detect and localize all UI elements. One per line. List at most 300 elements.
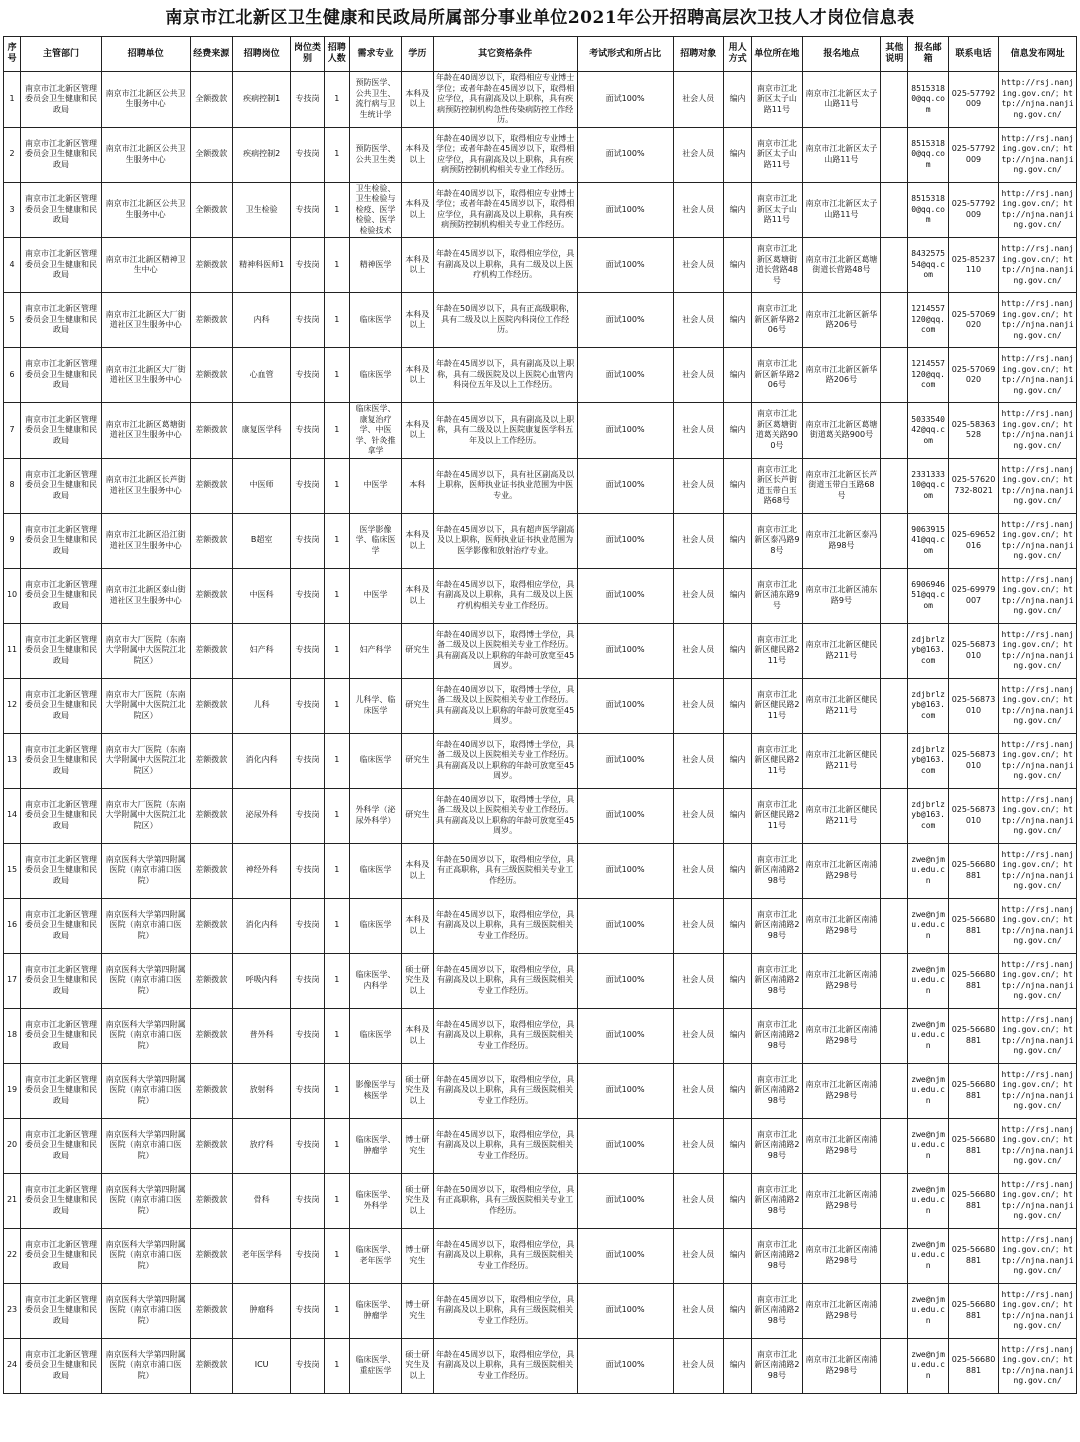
cell-funding: 差额拨款 bbox=[190, 1338, 232, 1393]
cell-employment: 编内 bbox=[723, 898, 751, 953]
table-row bbox=[4, 678, 1077, 733]
cell-phone: 025-56873010 bbox=[948, 623, 998, 678]
cell-category: 专技岗 bbox=[291, 1283, 324, 1338]
cell-dept: 南京市江北新区管理委员会卫生健康和民政局 bbox=[21, 1008, 102, 1063]
cell-employment: 编内 bbox=[723, 678, 751, 733]
cell-major: 中医学 bbox=[349, 458, 401, 513]
cell-category: 专技岗 bbox=[291, 458, 324, 513]
cell-education: 本科及以上 bbox=[402, 568, 433, 623]
cell-conditions: 年龄在45周岁以下，取得相应学位，具有副高及以上职称，具有三级医院相关专业工作经历。 bbox=[433, 1228, 577, 1283]
cell-target: 社会人员 bbox=[673, 788, 723, 843]
cell-exam: 面试100% bbox=[577, 458, 673, 513]
cell-email: zdjbrlzyb@163.com bbox=[908, 678, 948, 733]
cell-post: 儿科 bbox=[232, 678, 290, 733]
cell-dept: 南京市江北新区管理委员会卫生健康和民政局 bbox=[21, 1228, 102, 1283]
cell-funding: 差额拨款 bbox=[190, 1063, 232, 1118]
cell-major: 儿科学、临床医学 bbox=[349, 678, 401, 733]
cell-major: 临床医学、肿瘤学 bbox=[349, 1118, 401, 1173]
cell-count: 1 bbox=[324, 788, 349, 843]
cell-location: 南京市江北新区南浦路298号 bbox=[752, 1008, 802, 1063]
cell-count: 1 bbox=[324, 1173, 349, 1228]
cell-funding: 差额拨款 bbox=[190, 898, 232, 953]
cell-post: 康复医学科 bbox=[232, 403, 290, 459]
cell-unit: 南京市江北新区葛塘街道社区卫生服务中心 bbox=[101, 403, 190, 459]
cell-dept: 南京市江北新区管理委员会卫生健康和民政局 bbox=[21, 568, 102, 623]
cell-email: 690694651@qq.com bbox=[908, 568, 948, 623]
cell-funding: 差额拨款 bbox=[190, 623, 232, 678]
cell-major: 临床医学 bbox=[349, 1008, 401, 1063]
cell-exam: 面试100% bbox=[577, 293, 673, 348]
cell-reg-place: 南京市江北新区南浦路298号 bbox=[802, 898, 881, 953]
cell-count: 1 bbox=[324, 843, 349, 898]
cell-count: 1 bbox=[324, 1118, 349, 1173]
cell-target: 社会人员 bbox=[673, 182, 723, 238]
cell-major: 临床医学、外科学 bbox=[349, 1173, 401, 1228]
cell-funding: 全额拨款 bbox=[190, 72, 232, 128]
cell-reg-place: 南京市江北新区浦东路9号 bbox=[802, 568, 881, 623]
cell-url: http://rsj.nanjing.gov.cn/；http://njna.nanjing.gov.cn/ bbox=[999, 898, 1077, 953]
cell-email: zwe@njmu.edu.cn bbox=[908, 843, 948, 898]
cell-note bbox=[881, 348, 908, 403]
cell-category: 专技岗 bbox=[291, 678, 324, 733]
cell-note bbox=[881, 293, 908, 348]
cell-conditions: 年龄在40周岁以下，取得相应专业博士学位；或者年龄在45周岁以下，取得相应学位，具有副高及以上职称，具有疾病预防控制机构相关专业工作经历。 bbox=[433, 127, 577, 182]
cell-dept: 南京市江北新区管理委员会卫生健康和民政局 bbox=[21, 293, 102, 348]
cell-unit: 南京市大厂医院（东南大学附属中大医院江北院区） bbox=[101, 623, 190, 678]
cell-category: 专技岗 bbox=[291, 623, 324, 678]
cell-count: 1 bbox=[324, 568, 349, 623]
cell-target: 社会人员 bbox=[673, 458, 723, 513]
cell-category: 专技岗 bbox=[291, 953, 324, 1008]
cell-email: zwe@njmu.edu.cn bbox=[908, 1118, 948, 1173]
cell-location: 南京市江北新区太子山路11号 bbox=[752, 72, 802, 128]
table-body bbox=[4, 72, 1077, 1394]
cell-dept: 南京市江北新区管理委员会卫生健康和民政局 bbox=[21, 238, 102, 293]
cell-unit: 南京市江北新区公共卫生服务中心 bbox=[101, 72, 190, 128]
cell-note bbox=[881, 1063, 908, 1118]
cell-funding: 差额拨款 bbox=[190, 733, 232, 788]
cell-target: 社会人员 bbox=[673, 348, 723, 403]
cell-dept: 南京市江北新区管理委员会卫生健康和民政局 bbox=[21, 623, 102, 678]
cell-exam: 面试100% bbox=[577, 733, 673, 788]
cell-education: 硕士研究生及以上 bbox=[402, 1173, 433, 1228]
cell-unit: 南京医科大学第四附属医院（南京市浦口医院） bbox=[101, 953, 190, 1008]
cell-post: 中医师 bbox=[232, 458, 290, 513]
cell-education: 本科及以上 bbox=[402, 403, 433, 459]
row-number: 23 bbox=[4, 1283, 21, 1338]
cell-location: 南京市江北新区健民路211号 bbox=[752, 733, 802, 788]
cell-count: 1 bbox=[324, 348, 349, 403]
table-row bbox=[4, 1063, 1077, 1118]
cell-target: 社会人员 bbox=[673, 953, 723, 1008]
cell-count: 1 bbox=[324, 1228, 349, 1283]
cell-count: 1 bbox=[324, 1008, 349, 1063]
cell-target: 社会人员 bbox=[673, 1173, 723, 1228]
cell-phone: 025-56680881 bbox=[948, 953, 998, 1008]
cell-dept: 南京市江北新区管理委员会卫生健康和民政局 bbox=[21, 898, 102, 953]
cell-conditions: 年龄在40周岁以下，取得博士学位，具备二级及以上医院相关专业工作经历。具有副高及以上职称的年龄可放宽至45周岁。 bbox=[433, 623, 577, 678]
cell-target: 社会人员 bbox=[673, 898, 723, 953]
cell-reg-place: 南京市江北新区太子山路11号 bbox=[802, 127, 881, 182]
cell-post: 普外科 bbox=[232, 1008, 290, 1063]
cell-funding: 差额拨款 bbox=[190, 458, 232, 513]
cell-phone: 025-56680881 bbox=[948, 1338, 998, 1393]
table-row bbox=[4, 1008, 1077, 1063]
cell-reg-place: 南京市江北新区南浦路298号 bbox=[802, 1063, 881, 1118]
cell-url: http://rsj.nanjing.gov.cn/；http://njna.nanjing.gov.cn/ bbox=[999, 72, 1077, 128]
cell-exam: 面试100% bbox=[577, 72, 673, 128]
cell-funding: 差额拨款 bbox=[190, 348, 232, 403]
cell-category: 专技岗 bbox=[291, 1173, 324, 1228]
cell-major: 临床医学、重症医学 bbox=[349, 1338, 401, 1393]
cell-location: 南京市江北新区南浦路298号 bbox=[752, 1228, 802, 1283]
cell-education: 研究生 bbox=[402, 678, 433, 733]
cell-email: 1214557120@qq.com bbox=[908, 293, 948, 348]
cell-count: 1 bbox=[324, 238, 349, 293]
cell-funding: 差额拨款 bbox=[190, 1008, 232, 1063]
cell-dept: 南京市江北新区管理委员会卫生健康和民政局 bbox=[21, 1173, 102, 1228]
cell-exam: 面试100% bbox=[577, 127, 673, 182]
cell-category: 专技岗 bbox=[291, 403, 324, 459]
header-cell: 其它资格条件 bbox=[433, 37, 577, 72]
row-number: 5 bbox=[4, 293, 21, 348]
cell-url: http://rsj.nanjing.gov.cn/；http://njna.nanjing.gov.cn/ bbox=[999, 623, 1077, 678]
cell-major: 精神医学 bbox=[349, 238, 401, 293]
cell-dept: 南京市江北新区管理委员会卫生健康和民政局 bbox=[21, 1063, 102, 1118]
cell-category: 专技岗 bbox=[291, 1338, 324, 1393]
cell-target: 社会人员 bbox=[673, 568, 723, 623]
cell-category: 专技岗 bbox=[291, 127, 324, 182]
cell-dept: 南京市江北新区管理委员会卫生健康和民政局 bbox=[21, 513, 102, 568]
cell-url: http://rsj.nanjing.gov.cn/；http://njna.nanjing.gov.cn/ bbox=[999, 733, 1077, 788]
cell-dept: 南京市江北新区管理委员会卫生健康和民政局 bbox=[21, 127, 102, 182]
cell-reg-place: 南京市江北新区新华路206号 bbox=[802, 293, 881, 348]
table-row bbox=[4, 293, 1077, 348]
cell-url: http://rsj.nanjing.gov.cn/；http://njna.nanjing.gov.cn/ bbox=[999, 293, 1077, 348]
cell-unit: 南京市江北新区泰山街道社区卫生服务中心 bbox=[101, 568, 190, 623]
cell-education: 博士研究生 bbox=[402, 1283, 433, 1338]
cell-post: 精神科医师1 bbox=[232, 238, 290, 293]
cell-major: 临床医学、康复治疗学、中医学、针灸推拿学 bbox=[349, 403, 401, 459]
cell-conditions: 年龄在45周岁以下，具有副高及以上职称，具有二级医院及以上医院心血管内科岗位五年及以上工作经历。 bbox=[433, 348, 577, 403]
cell-exam: 面试100% bbox=[577, 348, 673, 403]
cell-employment: 编内 bbox=[723, 1228, 751, 1283]
cell-target: 社会人员 bbox=[673, 513, 723, 568]
table-row bbox=[4, 238, 1077, 293]
table-row bbox=[4, 458, 1077, 513]
cell-conditions: 年龄在45周岁以下，取得相应学位，具有副高及以上职称，具有二级及以上医疗机构工作经历。 bbox=[433, 238, 577, 293]
table-row bbox=[4, 513, 1077, 568]
cell-conditions: 年龄在45周岁以下，取得相应学位，具有副高及以上职称，具有二级及以上医疗机构相关专业工作经历。 bbox=[433, 568, 577, 623]
cell-email: zdjbrlzyb@163.com bbox=[908, 788, 948, 843]
cell-unit: 南京医科大学第四附属医院（南京市浦口医院） bbox=[101, 1338, 190, 1393]
header-cell: 学历 bbox=[402, 37, 433, 72]
cell-major: 影像医学与核医学 bbox=[349, 1063, 401, 1118]
cell-location: 南京市江北新区南浦路298号 bbox=[752, 953, 802, 1008]
cell-dept: 南京市江北新区管理委员会卫生健康和民政局 bbox=[21, 1338, 102, 1393]
cell-url: http://rsj.nanjing.gov.cn/；http://njna.nanjing.gov.cn/ bbox=[999, 1118, 1077, 1173]
cell-post: 放疗科 bbox=[232, 1118, 290, 1173]
cell-exam: 面试100% bbox=[577, 238, 673, 293]
table-row bbox=[4, 403, 1077, 459]
cell-unit: 南京市江北新区公共卫生服务中心 bbox=[101, 127, 190, 182]
cell-phone: 025-56873010 bbox=[948, 733, 998, 788]
cell-url: http://rsj.nanjing.gov.cn/；http://njna.nanjing.gov.cn/ bbox=[999, 1173, 1077, 1228]
cell-education: 本科及以上 bbox=[402, 238, 433, 293]
cell-location: 南京市江北新区南浦路298号 bbox=[752, 898, 802, 953]
cell-location: 南京市江北新区健民路211号 bbox=[752, 788, 802, 843]
cell-count: 1 bbox=[324, 1063, 349, 1118]
cell-note bbox=[881, 733, 908, 788]
cell-phone: 025-57792009 bbox=[948, 72, 998, 128]
cell-location: 南京市江北新区太子山路11号 bbox=[752, 127, 802, 182]
cell-category: 专技岗 bbox=[291, 1063, 324, 1118]
cell-conditions: 年龄在40周岁以下，取得相应专业博士学位；或者年龄在45周岁以下，取得相应学位，具有副高及以上职称，具有疾病预防控制机构急性传染病防控工作经历。 bbox=[433, 72, 577, 128]
cell-unit: 南京医科大学第四附属医院（南京市浦口医院） bbox=[101, 1228, 190, 1283]
cell-exam: 面试100% bbox=[577, 623, 673, 678]
cell-reg-place: 南京市江北新区健民路211号 bbox=[802, 733, 881, 788]
cell-education: 硕士研究生及以上 bbox=[402, 1338, 433, 1393]
cell-conditions: 年龄在45周岁以下，具有超声医学副高及以上职称，医师执业证书执业范围为医学影像和放射治疗专业。 bbox=[433, 513, 577, 568]
cell-dept: 南京市江北新区管理委员会卫生健康和民政局 bbox=[21, 953, 102, 1008]
cell-post: 放射科 bbox=[232, 1063, 290, 1118]
row-number: 2 bbox=[4, 127, 21, 182]
cell-education: 本科及以上 bbox=[402, 348, 433, 403]
cell-email: zdjbrlzyb@163.com bbox=[908, 623, 948, 678]
cell-conditions: 年龄在45周岁以下，具有社区副高及以上职称，医师执业证书执业范围为中医专业。 bbox=[433, 458, 577, 513]
cell-exam: 面试100% bbox=[577, 953, 673, 1008]
cell-category: 专技岗 bbox=[291, 238, 324, 293]
cell-url: http://rsj.nanjing.gov.cn/；http://njna.nanjing.gov.cn/ bbox=[999, 348, 1077, 403]
cell-target: 社会人员 bbox=[673, 623, 723, 678]
table-row bbox=[4, 843, 1077, 898]
cell-note bbox=[881, 238, 908, 293]
cell-exam: 面试100% bbox=[577, 898, 673, 953]
table-row bbox=[4, 1228, 1077, 1283]
cell-location: 南京市江北新区南浦路298号 bbox=[752, 1283, 802, 1338]
cell-employment: 编内 bbox=[723, 1338, 751, 1393]
cell-dept: 南京市江北新区管理委员会卫生健康和民政局 bbox=[21, 72, 102, 128]
cell-dept: 南京市江北新区管理委员会卫生健康和民政局 bbox=[21, 843, 102, 898]
header-cell: 招聘人数 bbox=[324, 37, 349, 72]
cell-phone: 025-57620732-8021 bbox=[948, 458, 998, 513]
cell-education: 研究生 bbox=[402, 733, 433, 788]
cell-note bbox=[881, 127, 908, 182]
cell-education: 博士研究生 bbox=[402, 1118, 433, 1173]
cell-category: 专技岗 bbox=[291, 513, 324, 568]
cell-email: 85153180@qq.com bbox=[908, 127, 948, 182]
cell-employment: 编内 bbox=[723, 843, 751, 898]
row-number: 13 bbox=[4, 733, 21, 788]
cell-conditions: 年龄在40周岁以下，取得博士学位，具备二级及以上医院相关专业工作经历。具有副高及以上职称的年龄可放宽至45周岁。 bbox=[433, 733, 577, 788]
cell-location: 南京市江北新区南浦路298号 bbox=[752, 1118, 802, 1173]
cell-employment: 编内 bbox=[723, 293, 751, 348]
header-cell: 主管部门 bbox=[21, 37, 102, 72]
header-cell: 信息发布网址 bbox=[999, 37, 1077, 72]
cell-phone: 025-57069020 bbox=[948, 348, 998, 403]
cell-count: 1 bbox=[324, 72, 349, 128]
cell-url: http://rsj.nanjing.gov.cn/；http://njna.nanjing.gov.cn/ bbox=[999, 127, 1077, 182]
cell-phone: 025-69979007 bbox=[948, 568, 998, 623]
header-cell: 招聘岗位 bbox=[232, 37, 290, 72]
cell-unit: 南京市江北新区大厂街道社区卫生服务中心 bbox=[101, 348, 190, 403]
cell-education: 本科及以上 bbox=[402, 127, 433, 182]
cell-employment: 编内 bbox=[723, 953, 751, 1008]
cell-category: 专技岗 bbox=[291, 1118, 324, 1173]
cell-exam: 面试100% bbox=[577, 1338, 673, 1393]
cell-employment: 编内 bbox=[723, 348, 751, 403]
cell-phone: 025-57792009 bbox=[948, 127, 998, 182]
cell-funding: 差额拨款 bbox=[190, 843, 232, 898]
cell-count: 1 bbox=[324, 953, 349, 1008]
document-title: 南京市江北新区卫生健康和民政局所属部分事业单位2021年公开招聘高层次卫技人才岗位信息表 bbox=[165, 8, 915, 28]
cell-employment: 编内 bbox=[723, 788, 751, 843]
row-number: 1 bbox=[4, 72, 21, 128]
cell-conditions: 年龄在50周岁以下，取得相应学位，具有正高职称，具有三级医院相关专业工作经历。 bbox=[433, 1173, 577, 1228]
cell-employment: 编内 bbox=[723, 1063, 751, 1118]
cell-major: 中医学 bbox=[349, 568, 401, 623]
cell-category: 专技岗 bbox=[291, 843, 324, 898]
cell-unit: 南京医科大学第四附属医院（南京市浦口医院） bbox=[101, 1008, 190, 1063]
table-row bbox=[4, 1118, 1077, 1173]
cell-major: 预防医学、公共卫生类 bbox=[349, 127, 401, 182]
cell-location: 南京市江北新区健民路211号 bbox=[752, 623, 802, 678]
cell-major: 预防医学、公共卫生、流行病与卫生统计学 bbox=[349, 72, 401, 128]
cell-exam: 面试100% bbox=[577, 403, 673, 459]
cell-funding: 差额拨款 bbox=[190, 953, 232, 1008]
cell-email: 906391541@qq.com bbox=[908, 513, 948, 568]
cell-count: 1 bbox=[324, 1338, 349, 1393]
cell-dept: 南京市江北新区管理委员会卫生健康和民政局 bbox=[21, 1118, 102, 1173]
cell-target: 社会人员 bbox=[673, 127, 723, 182]
cell-count: 1 bbox=[324, 403, 349, 459]
cell-target: 社会人员 bbox=[673, 403, 723, 459]
row-number: 3 bbox=[4, 182, 21, 238]
cell-major: 临床医学、老年医学 bbox=[349, 1228, 401, 1283]
cell-dept: 南京市江北新区管理委员会卫生健康和民政局 bbox=[21, 458, 102, 513]
cell-conditions: 年龄在45周岁以下，具有副高及以上职称，具有二级及以上医院康复医学科五年及以上工作经历。 bbox=[433, 403, 577, 459]
header-cell: 招聘对象 bbox=[673, 37, 723, 72]
cell-funding: 差额拨款 bbox=[190, 403, 232, 459]
cell-reg-place: 南京市江北新区泰冯路98号 bbox=[802, 513, 881, 568]
cell-exam: 面试100% bbox=[577, 678, 673, 733]
cell-major: 临床医学 bbox=[349, 733, 401, 788]
cell-dept: 南京市江北新区管理委员会卫生健康和民政局 bbox=[21, 678, 102, 733]
cell-unit: 南京市大厂医院（东南大学附属中大医院江北院区） bbox=[101, 788, 190, 843]
cell-url: http://rsj.nanjing.gov.cn/；http://njna.nanjing.gov.cn/ bbox=[999, 1008, 1077, 1063]
cell-note bbox=[881, 403, 908, 459]
header-cell: 经费来源 bbox=[190, 37, 232, 72]
cell-note bbox=[881, 898, 908, 953]
cell-funding: 差额拨款 bbox=[190, 1228, 232, 1283]
cell-target: 社会人员 bbox=[673, 1063, 723, 1118]
row-number: 4 bbox=[4, 238, 21, 293]
cell-email: 85153180@qq.com bbox=[908, 182, 948, 238]
cell-employment: 编内 bbox=[723, 72, 751, 128]
cell-employment: 编内 bbox=[723, 1283, 751, 1338]
cell-target: 社会人员 bbox=[673, 1228, 723, 1283]
cell-category: 专技岗 bbox=[291, 788, 324, 843]
cell-funding: 差额拨款 bbox=[190, 678, 232, 733]
cell-post: 骨科 bbox=[232, 1173, 290, 1228]
cell-funding: 差额拨款 bbox=[190, 513, 232, 568]
cell-reg-place: 南京市江北新区健民路211号 bbox=[802, 788, 881, 843]
cell-education: 本科及以上 bbox=[402, 182, 433, 238]
cell-email: zwe@njmu.edu.cn bbox=[908, 1008, 948, 1063]
cell-exam: 面试100% bbox=[577, 1063, 673, 1118]
cell-education: 本科及以上 bbox=[402, 293, 433, 348]
cell-location: 南京市江北新区太子山路11号 bbox=[752, 182, 802, 238]
header-cell: 考试形式和所占比 bbox=[577, 37, 673, 72]
cell-unit: 南京市江北新区长芦街道社区卫生服务中心 bbox=[101, 458, 190, 513]
cell-funding: 差额拨款 bbox=[190, 238, 232, 293]
cell-reg-place: 南京市江北新区南浦路298号 bbox=[802, 1283, 881, 1338]
cell-unit: 南京市江北新区公共卫生服务中心 bbox=[101, 182, 190, 238]
cell-url: http://rsj.nanjing.gov.cn/；http://njna.nanjing.gov.cn/ bbox=[999, 788, 1077, 843]
cell-exam: 面试100% bbox=[577, 182, 673, 238]
cell-category: 专技岗 bbox=[291, 182, 324, 238]
table-row bbox=[4, 1283, 1077, 1338]
cell-reg-place: 南京市江北新区新华路206号 bbox=[802, 348, 881, 403]
cell-education: 本科及以上 bbox=[402, 72, 433, 128]
cell-url: http://rsj.nanjing.gov.cn/；http://njna.nanjing.gov.cn/ bbox=[999, 182, 1077, 238]
cell-employment: 编内 bbox=[723, 403, 751, 459]
row-number: 6 bbox=[4, 348, 21, 403]
cell-employment: 编内 bbox=[723, 127, 751, 182]
cell-count: 1 bbox=[324, 127, 349, 182]
cell-location: 南京市江北新区泰冯路98号 bbox=[752, 513, 802, 568]
cell-education: 本科及以上 bbox=[402, 1008, 433, 1063]
cell-reg-place: 南京市江北新区南浦路298号 bbox=[802, 1173, 881, 1228]
cell-phone: 025-56680881 bbox=[948, 1228, 998, 1283]
cell-note bbox=[881, 953, 908, 1008]
cell-note bbox=[881, 623, 908, 678]
cell-exam: 面试100% bbox=[577, 1173, 673, 1228]
cell-funding: 差额拨款 bbox=[190, 788, 232, 843]
cell-conditions: 年龄在45周岁以下，取得相应学位，具有副高及以上职称，具有三级医院相关专业工作经历。 bbox=[433, 1338, 577, 1393]
cell-unit: 南京医科大学第四附属医院（南京市浦口医院） bbox=[101, 1063, 190, 1118]
cell-location: 南京市江北新区健民路211号 bbox=[752, 678, 802, 733]
row-number: 17 bbox=[4, 953, 21, 1008]
positions-table bbox=[3, 36, 1077, 1394]
table-row bbox=[4, 182, 1077, 238]
cell-funding: 差额拨款 bbox=[190, 293, 232, 348]
cell-major: 妇产科学 bbox=[349, 623, 401, 678]
cell-funding: 全额拨款 bbox=[190, 182, 232, 238]
cell-education: 本科及以上 bbox=[402, 513, 433, 568]
cell-major: 外科学（泌尿外科学） bbox=[349, 788, 401, 843]
cell-category: 专技岗 bbox=[291, 72, 324, 128]
cell-target: 社会人员 bbox=[673, 843, 723, 898]
cell-url: http://rsj.nanjing.gov.cn/；http://njna.nanjing.gov.cn/ bbox=[999, 953, 1077, 1008]
cell-post: 中医科 bbox=[232, 568, 290, 623]
row-number: 21 bbox=[4, 1173, 21, 1228]
cell-note bbox=[881, 678, 908, 733]
cell-dept: 南京市江北新区管理委员会卫生健康和民政局 bbox=[21, 348, 102, 403]
header-cell: 联系电话 bbox=[948, 37, 998, 72]
cell-post: 卫生检验 bbox=[232, 182, 290, 238]
cell-phone: 025-58363528 bbox=[948, 403, 998, 459]
header-cell: 需求专业 bbox=[349, 37, 401, 72]
row-number: 9 bbox=[4, 513, 21, 568]
table-row bbox=[4, 733, 1077, 788]
header-cell: 报名地点 bbox=[802, 37, 881, 72]
header-cell: 用人方式 bbox=[723, 37, 751, 72]
cell-email: 85153180@qq.com bbox=[908, 72, 948, 128]
cell-location: 南京市江北新区新华路206号 bbox=[752, 348, 802, 403]
cell-reg-place: 南京市江北新区葛塘街道葛关路900号 bbox=[802, 403, 881, 459]
cell-post: 呼吸内科 bbox=[232, 953, 290, 1008]
